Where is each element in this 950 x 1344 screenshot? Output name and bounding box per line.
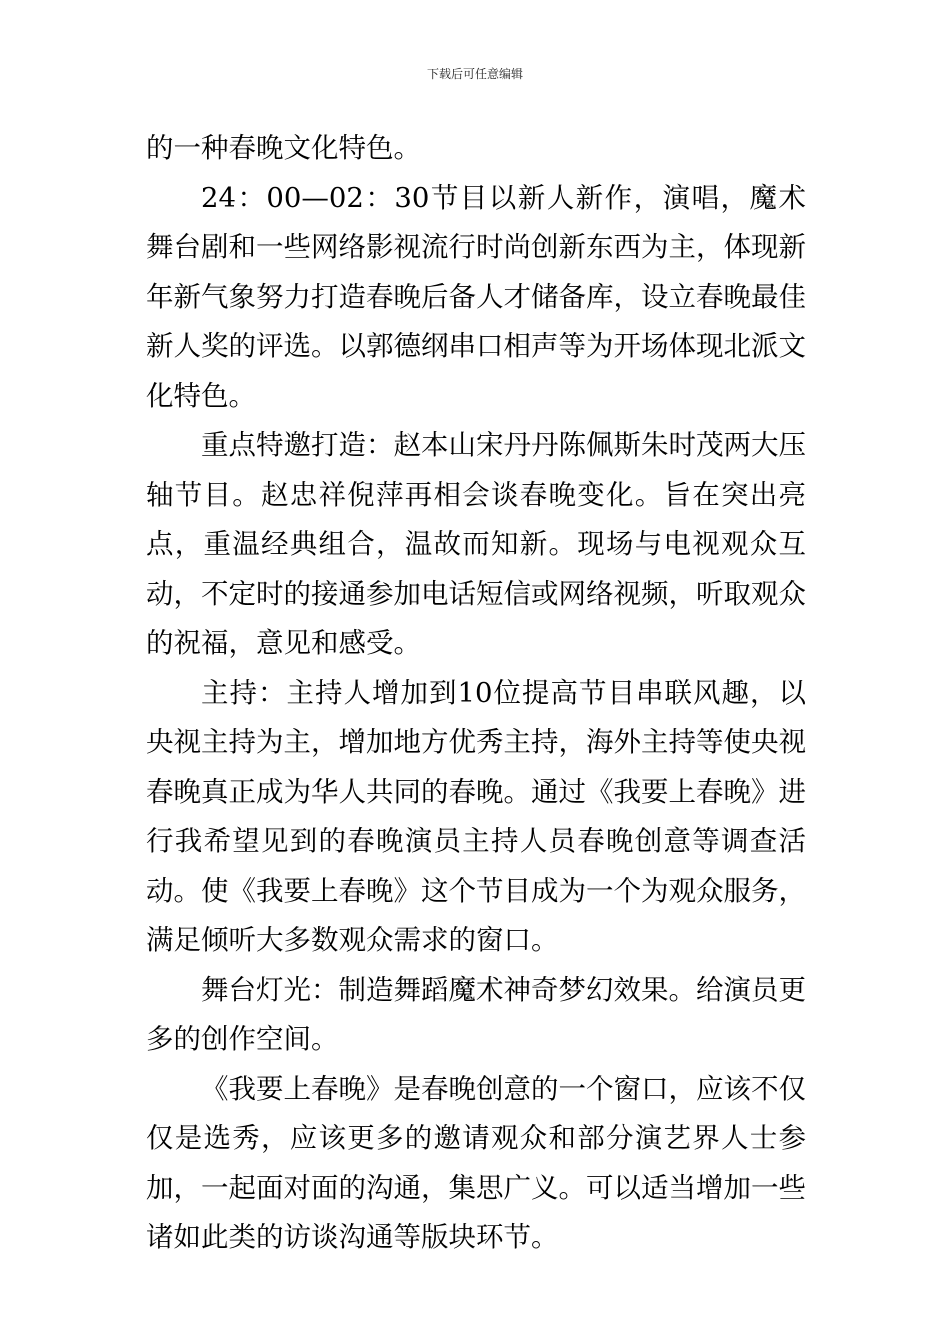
document-body <box>146 124 806 1263</box>
paragraph-2: 24：00—02：30节目以新人新作，演唱，魔术舞台剧和一些网络影视流行时尚创新东西为主，体现新年新气象努力打造春晚后备人才储备库，设立春晚最佳新人奖的评选。以郭德纲串口相声等为开场体现北派文化特色。 <box>146 181 806 412</box>
page-header: 下载后可任意编辑 <box>426 67 523 81</box>
paragraph-4: 主持：主持人增加到10位提高节目串联风趣，以央视主持为主，增加地方优秀主持，海外主持等使央视春晚真正成为华人共同的春晚。通过《我要上春晚》进行我希望见到的春晚演员主持人员春晚创意等调查活动。使《我要上春晚》这个节目成为一个为观众服务，满足倾听大多数观众需求的窗口。 <box>146 676 806 956</box>
paragraph-1: 的一种春晚文化特色。 <box>146 132 421 164</box>
paragraph-5: 舞台灯光：制造舞蹈魔术神奇梦幻效果。给演员更多的创作空间。 <box>146 973 806 1055</box>
paragraph-6: 《我要上春晚》是春晚创意的一个窗口，应该不仅仅是选秀，应该更多的邀请观众和部分演艺界人士参加，一起面对面的沟通，集思广义。可以适当增加一些诸如此类的访谈沟通等版块环节。 <box>146 1072 806 1253</box>
paragraph-3: 重点特邀打造：赵本山宋丹丹陈佩斯朱时茂两大压轴节目。赵忠祥倪萍再相会谈春晚变化。旨在突出亮点，重温经典组合，温故而知新。现场与电视观众互动，不定时的接通参加电话短信或网络视频，听取观众的祝福，意见和感受。 <box>146 429 806 659</box>
